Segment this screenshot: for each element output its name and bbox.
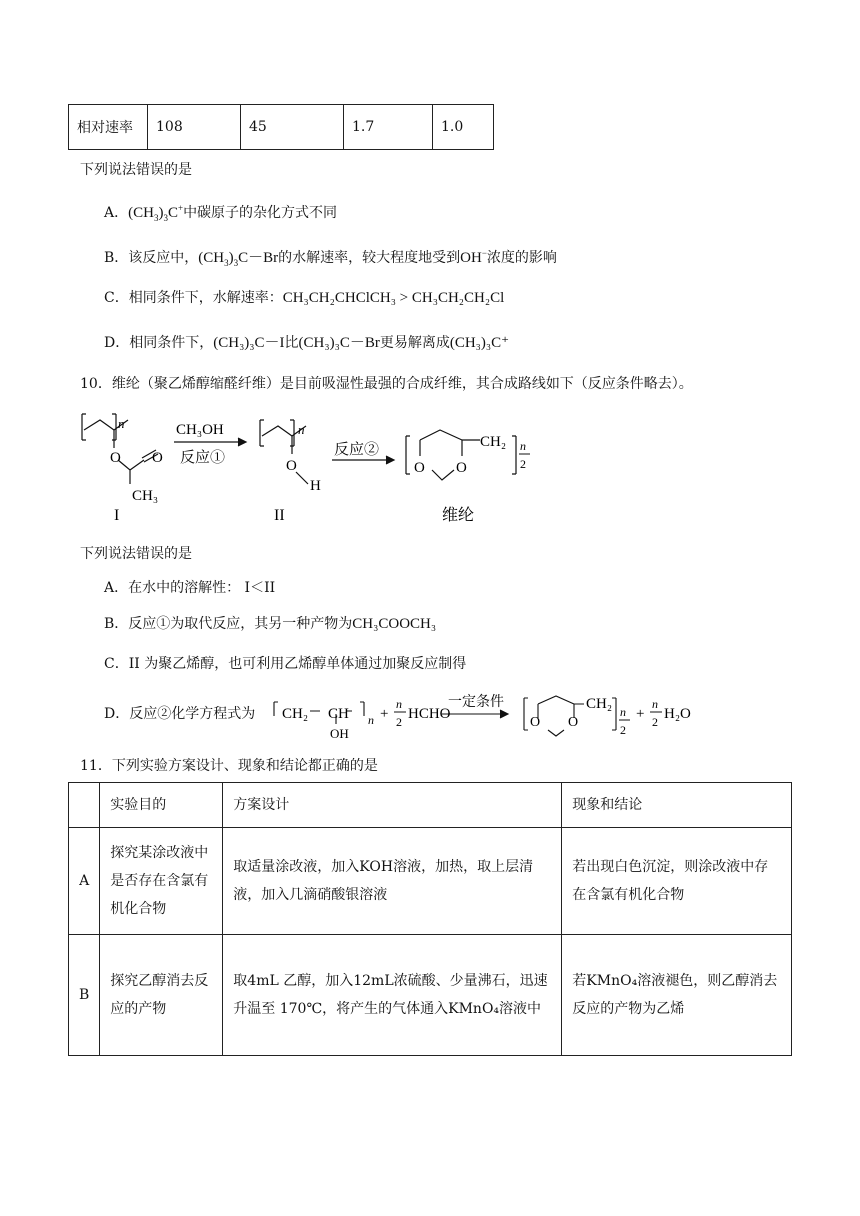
table-row <box>69 828 792 935</box>
q9-option-b: B．该反应中，$(CH_3)_3C-Br$的水解速率，较大程度地受到OH−浓度的影响 <box>104 248 557 268</box>
header-cell: 实验目的 <box>100 783 223 828</box>
oxygen-label: O <box>414 460 425 476</box>
q10-option-c: C．II 为聚乙烯醇，也可利用乙烯醇单体通过加聚反应制得 <box>104 656 467 672</box>
n-over-label: n <box>652 697 658 711</box>
oxygen-label: O <box>456 460 467 476</box>
plus-sign: + <box>380 706 389 722</box>
result-cell: 若KMnO₄溶液褪色，则乙醇消去反应的产物为乙烯 <box>562 935 792 1056</box>
q9-stem: 下列说法错误的是 <box>80 162 192 178</box>
experiment-table <box>68 782 792 1056</box>
header-cell: 现象和结论 <box>562 783 792 828</box>
n-over-label: n <box>396 697 402 711</box>
reaction-equation <box>268 684 698 744</box>
compound-i-label: I <box>114 507 120 524</box>
q9-option-c: C．相同条件下，水解速率：CH₃CH₂CHClCH₃ > CH₃CH₂CH₂Cl <box>104 290 505 306</box>
q10-option-d: D．反应②化学方程式为 <box>104 706 256 722</box>
design-cell: 取适量涂改液，加入KOH溶液，加热，取上层清液，加入几滴硝酸银溶液 <box>223 828 562 935</box>
row-key: A <box>69 828 100 935</box>
n-subscript: n <box>298 422 305 437</box>
compound-ii-label: II <box>274 507 285 524</box>
rate-table <box>68 104 494 150</box>
ch-label: CH <box>328 706 349 722</box>
methyl-label: CH₃ <box>132 488 159 504</box>
hydrogen-label: H <box>310 478 321 494</box>
two-label: 2 <box>652 715 658 729</box>
purpose-cell: 探究某涂改液中是否存在含氯有机化合物 <box>100 828 223 935</box>
q10-option-b: B．反应①为取代反应，其另一种产物为CH₃COOCH₃ <box>104 616 437 632</box>
oxygen-label: O <box>152 450 163 466</box>
oh-label: OH <box>330 726 349 741</box>
rate-cell: 108 <box>148 105 241 150</box>
two-label: 2 <box>520 457 526 471</box>
oxygen-label: O <box>110 450 121 466</box>
oxygen-label: O <box>530 715 541 730</box>
rate-label: 相对速率 <box>69 105 148 150</box>
synthesis-route-diagram <box>70 400 630 530</box>
q9-option-a: A．$(CH_3)_3C^+$中碳原子的杂化方式不同 <box>104 203 338 223</box>
condition-label: 一定条件 <box>448 695 504 710</box>
header-cell <box>69 783 100 828</box>
n-subscript: n <box>368 713 374 727</box>
ch2-label: CH₂ <box>480 434 507 450</box>
rate-cell: 45 <box>241 105 344 150</box>
table-row <box>69 935 792 1056</box>
header-cell: 方案设计 <box>223 783 562 828</box>
step2-label: 反应② <box>334 442 380 458</box>
n-over-label: n <box>520 439 526 453</box>
step1-label: 反应① <box>180 450 226 466</box>
oxygen-label: O <box>568 715 579 730</box>
q10-stem: 10．维纶（聚乙烯醇缩醛纤维）是目前吸湿性最强的合成纤维，其合成路线如下（反应条件略去）。 <box>80 376 693 392</box>
rate-cell: 1.7 <box>344 105 433 150</box>
ch2-label: CH₂ <box>586 696 613 712</box>
two-label: 2 <box>396 715 402 729</box>
oxygen-label: O <box>286 458 297 474</box>
n-over-label: n <box>620 705 626 719</box>
purpose-cell: 探究乙醇消去反应的产物 <box>100 935 223 1056</box>
design-cell: 取4mL 乙醇，加入12mL浓硫酸、少量沸石，迅速升温至 170℃，将产生的气体通入KMnO₄溶液中 <box>223 935 562 1056</box>
rate-cell: 1.0 <box>433 105 494 150</box>
water-label: H₂O <box>664 706 691 722</box>
n-subscript: n <box>118 416 125 431</box>
ch2-label: CH₂ <box>282 706 309 722</box>
reagent-label: CH₃OH <box>176 422 224 438</box>
q10-question: 下列说法错误的是 <box>80 546 192 562</box>
q10-option-a: A．在水中的溶解性： I＜II <box>104 580 276 596</box>
result-cell: 若出现白色沉淀，则涂改液中存在含氯有机化合物 <box>562 828 792 935</box>
table-row <box>69 105 494 150</box>
q9-option-d: D．相同条件下，(CH₃)₃C－I比(CH₃)₃C－Br更易解离成(CH₃)₃C⁺ <box>104 335 510 351</box>
plus-sign: + <box>636 706 645 722</box>
q11-stem: 11．下列实验方案设计、现象和结论都正确的是 <box>80 758 378 774</box>
table-header-row <box>69 783 792 828</box>
hcho-label: HCHO <box>408 706 451 722</box>
row-key: B <box>69 935 100 1056</box>
vinylon-label: 维纶 <box>442 507 475 524</box>
two-label: 2 <box>620 723 626 737</box>
